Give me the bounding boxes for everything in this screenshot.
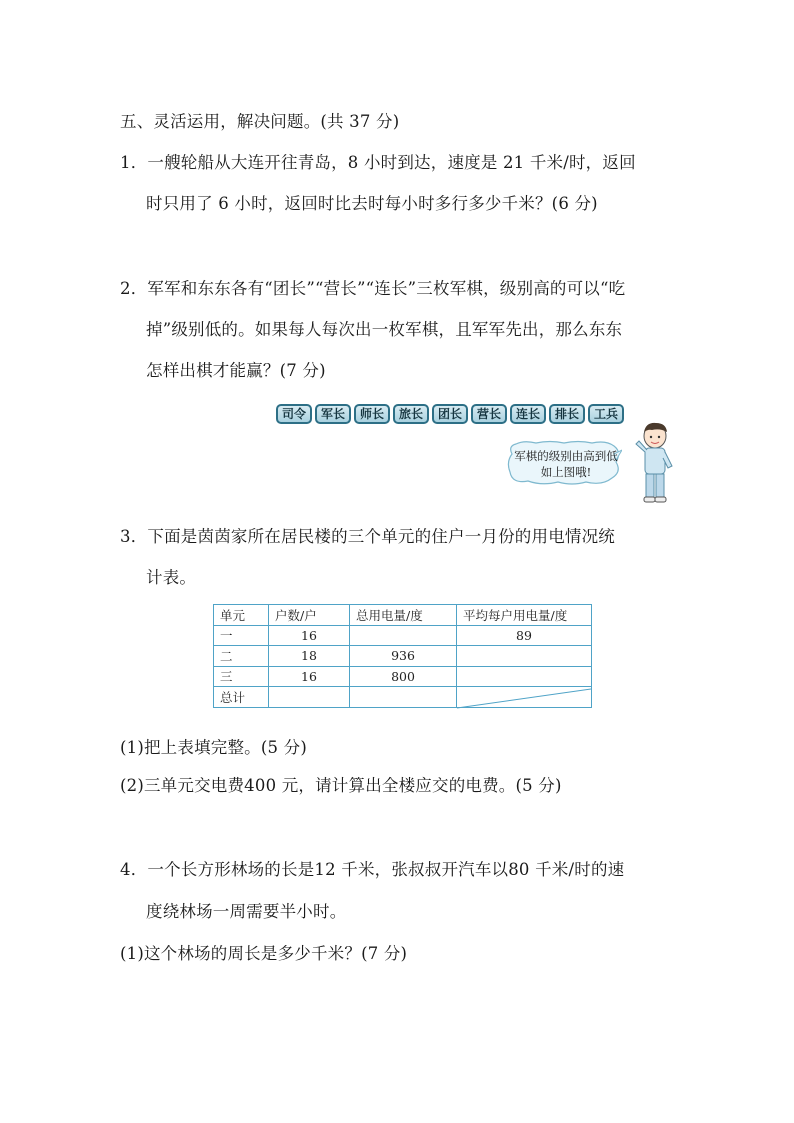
table-cell [457, 646, 592, 667]
q4-line-2: 度绕林场一周需要半小时。 [146, 902, 347, 921]
chess-piece: 连长 [510, 404, 546, 424]
table-header-row [214, 605, 592, 626]
table-cell [269, 687, 350, 708]
q4-line-1: 4．一个长方形林场的长是12 千米，张叔叔开汽车以80 千米/时的速 [120, 860, 625, 879]
chess-piece: 团长 [432, 404, 468, 424]
q3-line-2: 计表。 [146, 568, 197, 587]
chess-piece-ranking [276, 404, 624, 424]
table-cell [350, 625, 457, 646]
q2-line-1: 2．军军和东东各有“团长”“营长”“连长”三枚军棋，级别高的可以“吃 [120, 279, 626, 298]
table-cell: 16 [269, 666, 350, 687]
table-cell [457, 666, 592, 687]
chess-piece: 旅长 [393, 404, 429, 424]
table-cell: 二 [214, 646, 269, 667]
chess-piece: 师长 [354, 404, 390, 424]
chess-piece: 工兵 [588, 404, 624, 424]
table-cell [350, 687, 457, 708]
q2-line-2: 掉”级别低的。如果每人每次出一枚军棋，且军军先出，那么东东 [146, 320, 623, 339]
table-row [214, 666, 592, 687]
table-row [214, 646, 592, 667]
table-cell: 总计 [214, 687, 269, 708]
diagonal-line-icon [457, 687, 591, 709]
chess-piece: 司令 [276, 404, 312, 424]
q3-sub-1: (1)把上表填完整。(5 分) [120, 738, 307, 757]
speech-bubble-text: 军棋的级别由高到低如上图哦! [514, 449, 618, 479]
chess-piece: 军长 [315, 404, 351, 424]
section-title: 五、灵活运用，解决问题。(共 37 分) [120, 112, 400, 131]
table-header-cell: 平均每户用电量/度 [457, 605, 592, 626]
table-cell: 三 [214, 666, 269, 687]
q1-line-1: 1．一艘轮船从大连开往青岛，8 小时到达，速度是 21 千米/时，返回 [120, 153, 636, 172]
q1-line-2: 时只用了 6 小时，返回时比去时每小时多行多少千米？(6 分) [146, 194, 598, 213]
table-header-cell: 总用电量/度 [350, 605, 457, 626]
boy-character-icon [630, 420, 680, 504]
q3-sub-2: (2)三单元交电费400 元，请计算出全楼应交的电费。(5 分) [120, 776, 562, 795]
table-row [214, 625, 592, 646]
table-cell: 800 [350, 666, 457, 687]
q4-sub-1: (1)这个林场的周长是多少千米？(7 分) [120, 944, 408, 963]
q3-line-1: 3．下面是茵茵家所在居民楼的三个单元的住户一月份的用电情况统 [120, 527, 615, 546]
chess-piece: 营长 [471, 404, 507, 424]
chess-piece: 排长 [549, 404, 585, 424]
table-row [214, 687, 592, 708]
q2-line-3: 怎样出棋才能赢？(7 分) [146, 361, 326, 380]
table-cell: 89 [457, 625, 592, 646]
table-cell: 16 [269, 625, 350, 646]
electricity-table [213, 604, 592, 708]
table-cell: 18 [269, 646, 350, 667]
table-header-cell: 户数/户 [269, 605, 350, 626]
table-cell: 一 [214, 625, 269, 646]
table-cell: 936 [350, 646, 457, 667]
table-diagonal-cell [457, 687, 592, 708]
table-header-cell: 单元 [214, 605, 269, 626]
